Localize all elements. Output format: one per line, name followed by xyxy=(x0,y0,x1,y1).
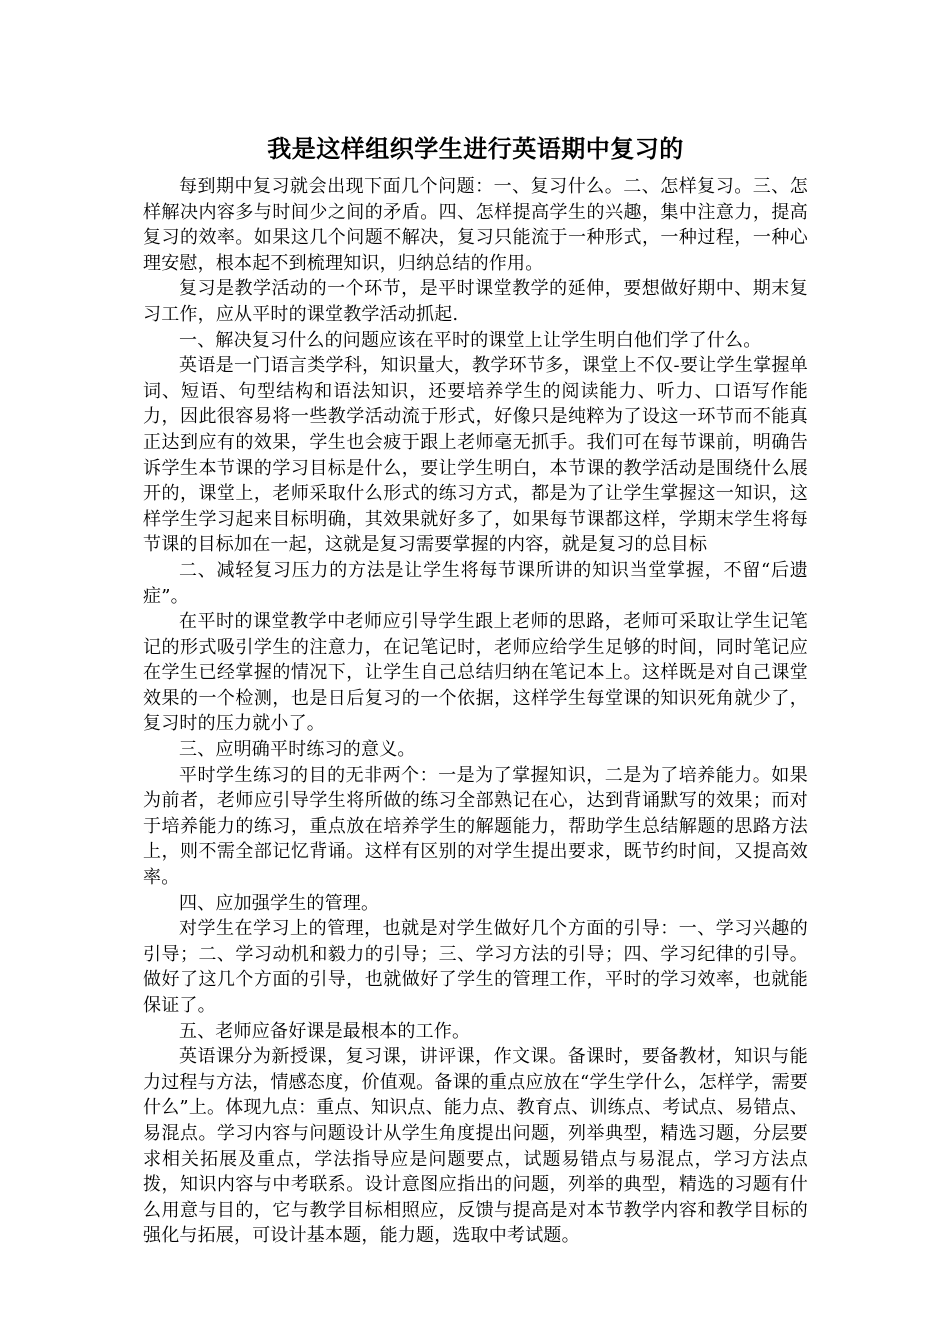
section-heading-2: 二、减轻复习压力的方法是让学生将每节课所讲的知识当堂掌握，不留“后遗症”。 xyxy=(143,559,808,607)
paragraph-section-5: 英语课分为新授课，复习课，讲评课，作文课。备课时，要备教材，知识与能力过程与方法，情感态度，价值观。备课的重点应放在“学生学什么，怎样学，需要什么”上。体现九点：重点、知识点、能力点、教育点、训练点、考试点、易错点、易混点。学习内容与问题设计从学生角度提出问题，列举典型，精选习题，分层要求相关拓展及重点，学法指导应是问题要点，试题易错点与易混点，学习方法点拨，知识内容与中考联系。设计意图应指出的问题，列举的典型，精选的习题有什么用意与目的，它与教学目标相照应，反馈与提高是对本节教学内容和教学目标的强化与拓展，可设计基本题，能力题，选取中考试题。 xyxy=(143,1046,808,1247)
section-heading-5: 五、老师应备好课是最根本的工作。 xyxy=(179,1020,471,1042)
paragraph-section-3: 平时学生练习的目的无非两个：一是为了掌握知识，二是为了培养能力。如果为前者，老师应引导学生将所做的练习全部熟记在心，达到背诵默写的效果；而对于培养能力的练习，重点放在培养学生的解题能力，帮助学生总结解题的思路方法上，则不需全部记忆背诵。这样有区别的对学生提出要求，既节约时间，又提高效率。 xyxy=(143,764,808,889)
document-title: 我是这样组织学生进行英语期中复习的 xyxy=(267,134,684,163)
paragraph-intro: 每到期中复习就会出现下面几个问题：一、复习什么。二、怎样复习。三、怎样解决内容多与时间少之间的矛盾。四、怎样提高学生的兴趣，集中注意力，提高复习的效率。如果这几个问题不解决，复习只能流于一种形式，一种过程，一种心理安慰，根本起不到梳理知识，归纳总结的作用。 xyxy=(143,176,808,274)
paragraph-section-2: 在平时的课堂教学中老师应引导学生跟上老师的思路，老师可采取让学生记笔记的形式吸引学生的注意力，在记笔记时，老师应给学生足够的时间，同时笔记应在学生已经掌握的情况下，让学生自己总结归纳在笔记本上。这样既是对自己课堂效果的一个检测，也是日后复习的一个依据，这样学生每堂课的知识死角就少了，复习时的压力就小了。 xyxy=(143,611,808,735)
section-heading-1: 一、解决复习什么的问题应该在平时的课堂上让学生明白他们学了什么。 xyxy=(179,329,762,351)
paragraph-section-4: 对学生在学习上的管理，也就是对学生做好几个方面的引导：一、学习兴趣的引导；二、学习动机和毅力的引导；三、学习方法的引导；四、学习纪律的引导。做好了这几个方面的引导，也就做好了学生的管理工作，平时的学习效率，也就能保证了。 xyxy=(143,918,808,1016)
document-page xyxy=(143,132,808,1249)
section-heading-3: 三、应明确平时练习的意义。 xyxy=(179,739,416,761)
paragraph-review-overview: 复习是教学活动的一个环节，是平时课堂教学的延伸，要想做好期中、期末复习工作，应从平时的课堂教学活动抓起. xyxy=(143,278,808,325)
paragraph-section-1: 英语是一门语言类学科，知识量大，教学环节多，课堂上不仅-要让学生掌握单词、短语、句型结构和语法知识，还要培养学生的阅读能力、听力、口语写作能力，因此很容易将一些教学活动流于形式，好像只是纯粹为了设这一环节而不能真正达到应有的效果，学生也会疲于跟上老师毫无抓手。我们可在每节课前，明确告诉学生本节课的学习目标是什么，要让学生明白，本节课的教学活动是围绕什么展开的，课堂上，老师采取什么形式的练习方式，都是为了让学生掌握这一知识，这样学生学习起来目标明确，其效果就好多了，如果每节课都这样，学期末学生将每节课的目标加在一起，这就是复习需要掌握的内容，就是复习的总目标 xyxy=(143,355,808,556)
section-heading-4: 四、应加强学生的管理。 xyxy=(179,892,380,914)
